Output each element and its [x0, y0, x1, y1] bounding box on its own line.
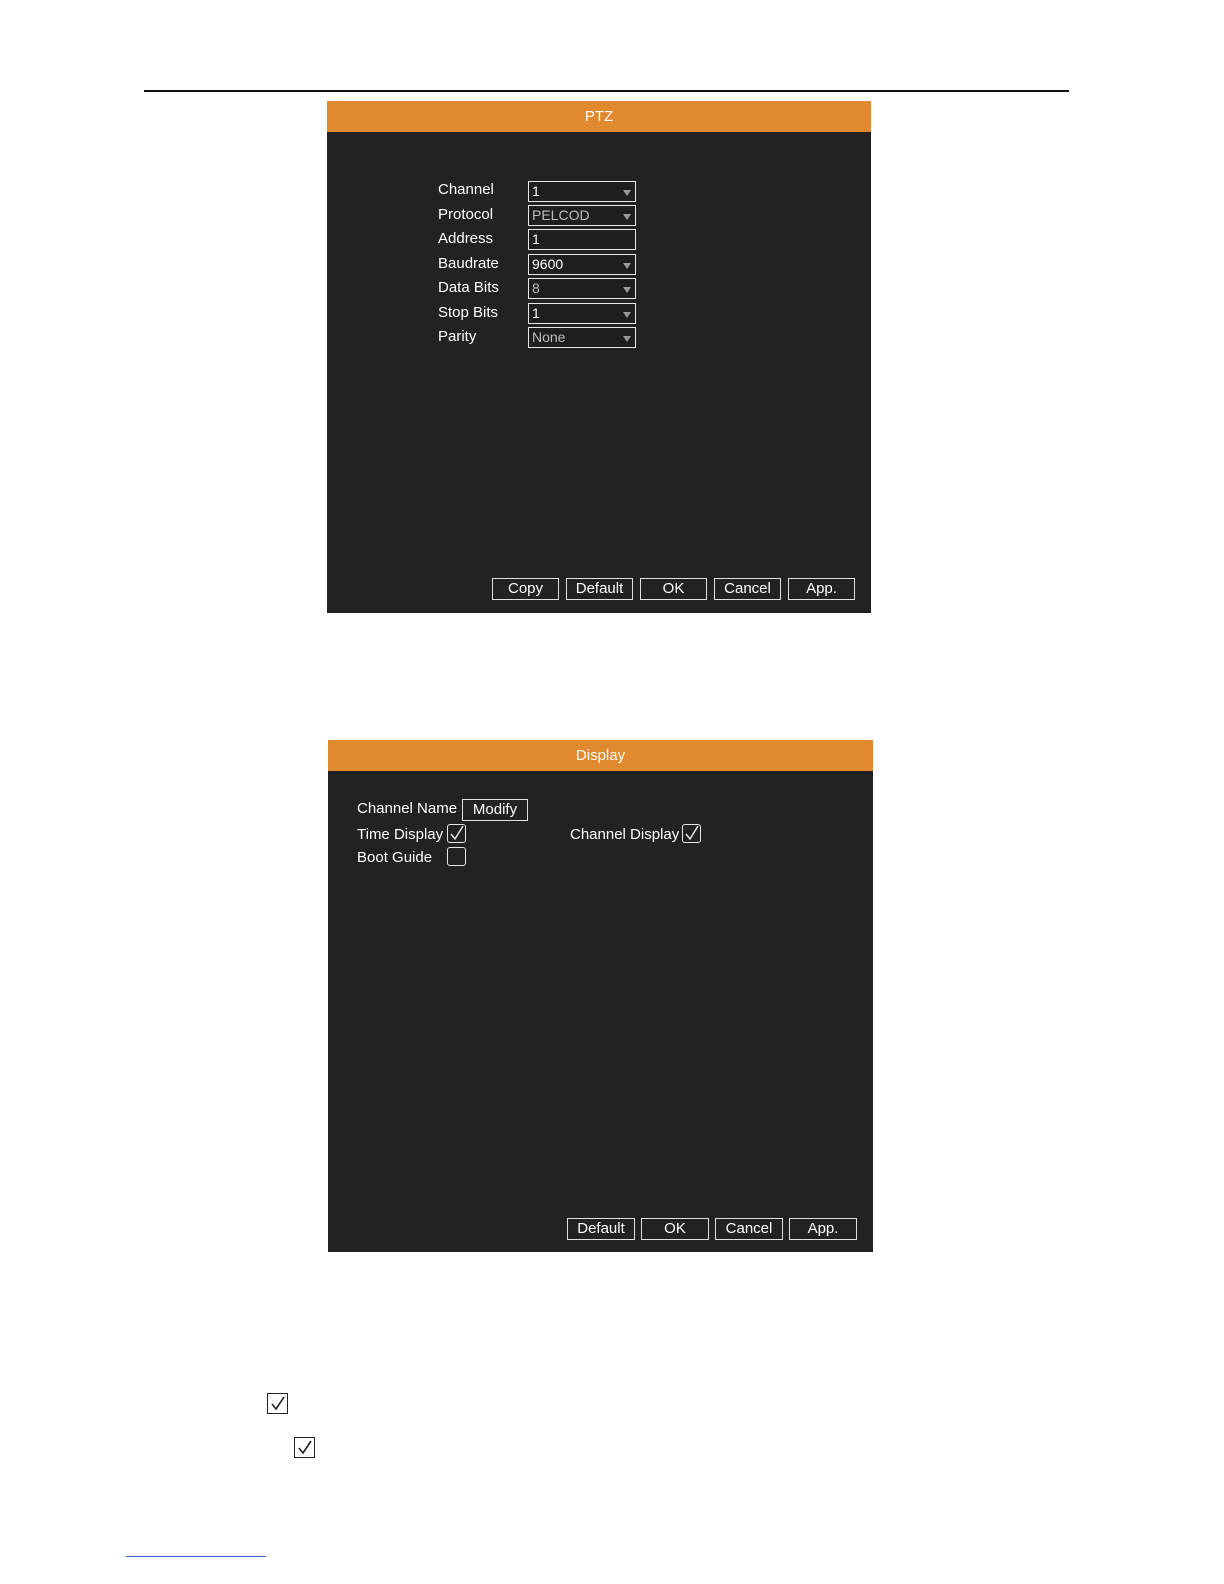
- time-display-label: Time Display: [357, 826, 444, 843]
- link-underline: [126, 1556, 266, 1557]
- checkmark-icon: [684, 825, 700, 841]
- parity-value: None: [532, 329, 566, 345]
- stop-bits-select[interactable]: [528, 303, 636, 324]
- chevron-down-icon: [623, 263, 631, 269]
- checkbox-checked-icon: [267, 1393, 288, 1414]
- time-display-checkbox[interactable]: [447, 824, 466, 843]
- data-bits-value: 8: [532, 280, 540, 296]
- ptz-title: PTZ: [327, 101, 871, 132]
- cancel-button[interactable]: Cancel: [715, 1218, 783, 1240]
- channel-select[interactable]: [528, 181, 636, 202]
- parity-label: Parity: [438, 328, 477, 345]
- checkbox-checked-icon: [294, 1437, 315, 1458]
- boot-guide-checkbox[interactable]: [447, 847, 466, 866]
- display-dialog: [328, 740, 873, 1252]
- protocol-value: PELCOD: [532, 207, 590, 223]
- address-input[interactable]: [528, 229, 636, 250]
- parity-select[interactable]: [528, 327, 636, 348]
- channel-label: Channel: [438, 181, 494, 198]
- channel-value: 1: [532, 183, 540, 199]
- display-title: Display: [328, 740, 873, 771]
- data-bits-label: Data Bits: [438, 279, 499, 296]
- baudrate-value: 9600: [532, 256, 564, 272]
- apply-button[interactable]: App.: [789, 1218, 857, 1240]
- chevron-down-icon: [623, 312, 631, 318]
- default-button[interactable]: Default: [566, 578, 633, 600]
- boot-guide-label: Boot Guide: [357, 849, 433, 866]
- baudrate-label: Baudrate: [438, 255, 499, 272]
- protocol-select[interactable]: [528, 205, 636, 226]
- page-header-rule: [144, 90, 1069, 92]
- modify-button[interactable]: Modify: [462, 799, 528, 821]
- copy-button[interactable]: Copy: [492, 578, 559, 600]
- data-bits-select[interactable]: [528, 278, 636, 299]
- stop-bits-label: Stop Bits: [438, 304, 499, 321]
- baudrate-select[interactable]: [528, 254, 636, 275]
- address-label: Address: [438, 230, 494, 247]
- chevron-down-icon: [623, 336, 631, 342]
- chevron-down-icon: [623, 214, 631, 220]
- default-button[interactable]: Default: [567, 1218, 635, 1240]
- cancel-button[interactable]: Cancel: [714, 578, 781, 600]
- protocol-label: Protocol: [438, 206, 494, 223]
- chevron-down-icon: [623, 287, 631, 293]
- ptz-dialog: [327, 101, 871, 613]
- channel-display-label: Channel Display: [570, 826, 680, 843]
- checkmark-icon: [449, 825, 465, 841]
- ok-button[interactable]: OK: [640, 578, 707, 600]
- stop-bits-value: 1: [532, 305, 540, 321]
- chevron-down-icon: [623, 190, 631, 196]
- ok-button[interactable]: OK: [641, 1218, 709, 1240]
- channel-name-label: Channel Name: [357, 800, 458, 817]
- apply-button[interactable]: App.: [788, 578, 855, 600]
- channel-display-checkbox[interactable]: [682, 824, 701, 843]
- address-value: 1: [532, 231, 540, 247]
